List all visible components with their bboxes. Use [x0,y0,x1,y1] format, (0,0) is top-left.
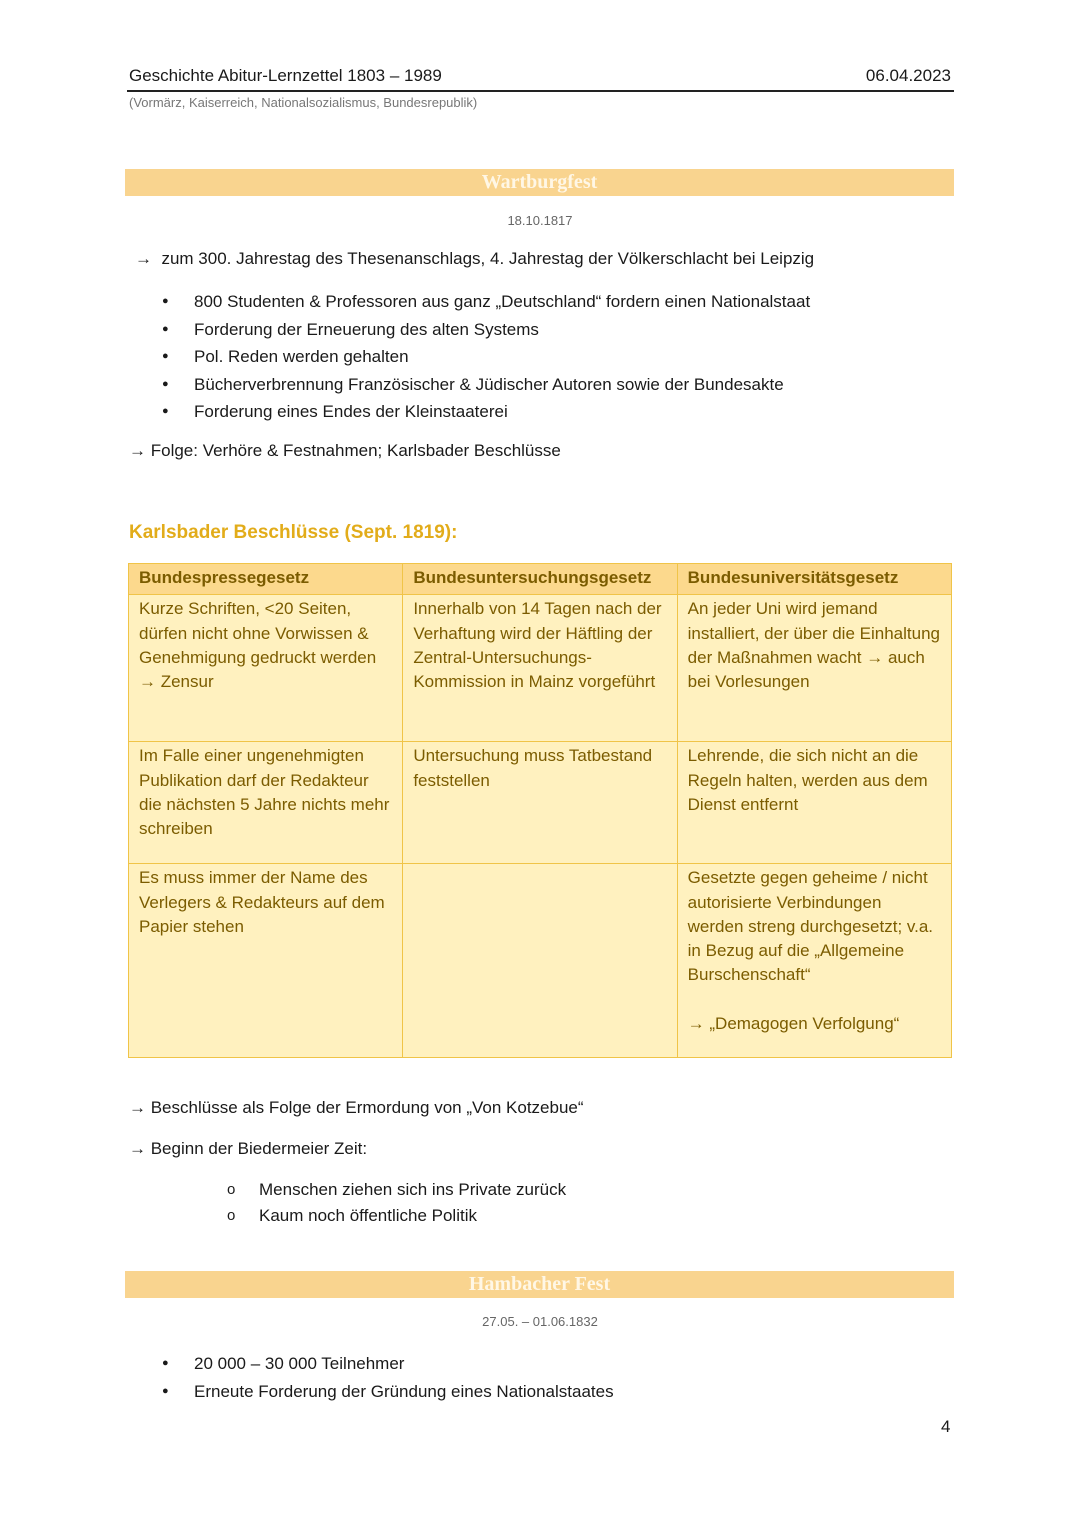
table-header-cell: Bundespressegesetz [129,564,403,595]
list-item: ● Pol. Reden werden gehalten [162,343,810,371]
table-row [129,595,952,742]
list-item: ● 20 000 – 30 000 Teilnehmer [162,1350,614,1378]
wartburgfest-intro-text: zum 300. Jahrestag des Thesenanschlags, 4. Jahrestag der Völkerschlacht bei Leipzig [161,249,815,268]
table-cell: Untersuchung muss Tatbestand feststellen [403,742,677,864]
table-row [129,742,952,864]
wartburgfest-bullet-list [162,288,810,426]
table-cell: Es muss immer der Name des Verlegers & Redakteurs auf dem Papier stehen [129,864,403,1058]
table-cell: Im Falle einer ungenehmigten Publikation darf der Redakteur die nächsten 5 Jahre nichts mehr schreiben [129,742,403,864]
arrow-right-icon: → [129,441,146,460]
biedermeier-list [227,1177,566,1229]
table-cell: Kurze Schriften, <20 Seiten, dürfen nicht ohne Vorwissen & Genehmigung gedruckt werden → Zensur [129,595,403,742]
karlsbad-note-kotzebue: → Beschlüsse als Folge der Ermordung von „Von Kotzebue“ [129,1098,584,1117]
arrow-right-icon: → [135,249,152,268]
wartburgfest-result [129,441,561,461]
list-item: ● 800 Studenten & Professoren aus ganz „Deutschland“ fordern einen Nationalstaat [162,288,810,316]
table-header-row [129,564,952,595]
wartburgfest-intro [135,249,814,269]
table-header-cell: Bundesuntersuchungsgesetz [403,564,677,595]
karlsbad-table [128,563,952,1058]
karlsbad-heading: Karlsbader Beschlüsse (Sept. 1819): [129,522,458,543]
table-cell-text: Gesetzte gegen geheime / nicht autorisierte Verbindungen werden streng durchgesetzt; v.a. in Bezug auf die „Allgemeine Burschenschaft“ [687,868,934,985]
document-title: Geschichte Abitur-Lernzettel 1803 – 1989 [129,66,442,85]
table-cell-extra: → „Demagogen Verfolgung“ [687,1013,900,1033]
table-cell [403,864,677,1058]
hambacher-fest-bullet-list [162,1350,614,1405]
list-item: ● Forderung der Erneuerung des alten Systems [162,316,810,344]
page-number: 4 [941,1417,951,1436]
section-title-hambacher-fest: Hambacher Fest [468,1273,611,1295]
hambacher-fest-date: 27.05. – 01.06.1832 [482,1314,598,1329]
wartburgfest-date: 18.10.1817 [507,213,573,228]
list-item: o Menschen ziehen sich ins Private zurück [227,1177,566,1203]
table-row [129,864,952,1058]
list-item: o Kaum noch öffentliche Politik [227,1203,566,1229]
table-cell: Lehrende, die sich nicht an die Regeln halten, werden aus dem Dienst entfernt [677,742,951,864]
section-title-wartburgfest: Wartburgfest [481,171,598,193]
table-header-cell: Bundesuniversitätsgesetz [677,564,951,595]
table-cell: Innerhalb von 14 Tagen nach der Verhaftung wird der Häftling der Zentral-Untersuchungs-Kommission in Mainz vorgeführt [403,595,677,742]
section-band-hambacher-fest [125,1271,954,1298]
table-cell [677,864,951,1058]
header-divider [127,90,954,92]
list-item: ● Erneute Forderung der Gründung eines Nationalstaates [162,1378,614,1406]
section-band-wartburgfest [125,169,954,196]
document-subtitle: (Vormärz, Kaiserreich, Nationalsozialismus, Bundesrepublik) [129,95,478,110]
wartburgfest-result-text: Folge: Verhöre & Festnahmen; Karlsbader Beschlüsse [150,441,561,460]
list-item: ● Bücherverbrennung Französischer & Jüdischer Autoren sowie der Bundesakte [162,371,810,399]
list-item: ● Forderung eines Endes der Kleinstaaterei [162,398,810,426]
table-cell: An jeder Uni wird jemand installiert, der über die Einhaltung der Maßnahmen wacht → auch bei Vorlesungen [677,595,951,742]
karlsbad-note-biedermeier: → Beginn der Biedermeier Zeit: [129,1139,368,1158]
document-date: 06.04.2023 [865,66,951,85]
